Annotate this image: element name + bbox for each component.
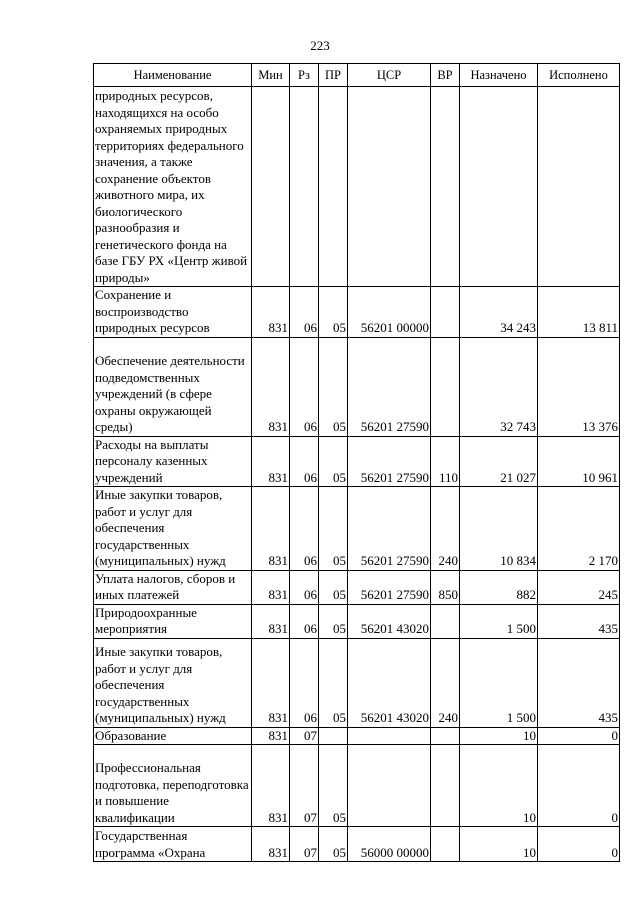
table-row: [94, 638, 620, 727]
row-vr: [431, 604, 460, 638]
row-executed: 10 961: [538, 436, 620, 487]
row-csr: 56201 27590: [348, 436, 431, 487]
row-vr: 240: [431, 487, 460, 571]
row-executed: 13 811: [538, 287, 620, 338]
table-row: [94, 570, 620, 604]
row-csr: [348, 745, 431, 827]
row-executed: 0: [538, 727, 620, 745]
row-executed: 0: [538, 745, 620, 827]
row-csr: 56201 27590: [348, 337, 431, 436]
row-name: Образование: [94, 727, 252, 745]
table-body: [94, 87, 620, 862]
row-rz: 07: [290, 727, 319, 745]
row-assigned: 32 743: [460, 337, 538, 436]
row-name: Иные закупки товаров, работ и услуг для обеспечения государственных (муниципальных) нужд: [94, 487, 252, 571]
row-pr: 05: [319, 604, 348, 638]
row-name: Сохранение и воспроизводство природных ресурсов: [94, 287, 252, 338]
col-header-name: Наименование: [94, 64, 252, 87]
table-row: [94, 487, 620, 571]
row-min: [252, 87, 290, 287]
row-assigned: 21 027: [460, 436, 538, 487]
row-csr: 56201 27590: [348, 487, 431, 571]
row-rz: 07: [290, 827, 319, 862]
table-row: [94, 604, 620, 638]
row-pr: 05: [319, 487, 348, 571]
row-rz: 06: [290, 604, 319, 638]
row-vr: [431, 827, 460, 862]
row-executed: 13 376: [538, 337, 620, 436]
row-min: 831: [252, 287, 290, 338]
row-executed: [538, 87, 620, 287]
table-header-row: [94, 64, 620, 87]
budget-table: [93, 63, 620, 862]
row-assigned: [460, 87, 538, 287]
col-header-executed: Исполнено: [538, 64, 620, 87]
row-pr: 05: [319, 287, 348, 338]
row-min: 831: [252, 727, 290, 745]
col-header-rz: Рз: [290, 64, 319, 87]
row-pr: 05: [319, 337, 348, 436]
row-executed: 435: [538, 604, 620, 638]
row-vr: 850: [431, 570, 460, 604]
row-name: Государственная программа «Охрана: [94, 827, 252, 862]
table-row: [94, 436, 620, 487]
col-header-min: Мин: [252, 64, 290, 87]
row-rz: 06: [290, 287, 319, 338]
col-header-assigned: Назначено: [460, 64, 538, 87]
row-vr: [431, 287, 460, 338]
row-csr: 56201 43020: [348, 604, 431, 638]
row-vr: [431, 87, 460, 287]
row-assigned: 882: [460, 570, 538, 604]
row-min: 831: [252, 638, 290, 727]
row-executed: 2 170: [538, 487, 620, 571]
row-min: 831: [252, 570, 290, 604]
row-pr: 05: [319, 570, 348, 604]
col-header-pr: ПР: [319, 64, 348, 87]
row-csr: [348, 727, 431, 745]
row-assigned: 10: [460, 745, 538, 827]
row-pr: 05: [319, 436, 348, 487]
col-header-csr: ЦСР: [348, 64, 431, 87]
row-vr: [431, 337, 460, 436]
row-vr: [431, 745, 460, 827]
row-rz: 07: [290, 745, 319, 827]
table-row: [94, 87, 620, 287]
row-assigned: 1 500: [460, 638, 538, 727]
row-csr: 56201 00000: [348, 287, 431, 338]
row-name: Профессиональная подготовка, переподготовка и повышение квалификации: [94, 745, 252, 827]
row-executed: 245: [538, 570, 620, 604]
table-row: [94, 287, 620, 338]
row-assigned: 10: [460, 727, 538, 745]
row-name: природных ресурсов, находящихся на особо охраняемых природных территориях федерального значения, а также сохранение объектов животного мира, их биологического разнообразия и генетического фонда на базе ГБУ РХ «Центр живой природы»: [94, 87, 252, 287]
row-name: Природоохранные мероприятия: [94, 604, 252, 638]
row-rz: 06: [290, 638, 319, 727]
row-pr: [319, 87, 348, 287]
row-rz: 06: [290, 337, 319, 436]
row-csr: 56201 27590: [348, 570, 431, 604]
row-assigned: 10: [460, 827, 538, 862]
row-rz: 06: [290, 570, 319, 604]
row-assigned: 10 834: [460, 487, 538, 571]
row-rz: 06: [290, 487, 319, 571]
row-vr: [431, 727, 460, 745]
row-vr: 110: [431, 436, 460, 487]
row-pr: 05: [319, 745, 348, 827]
row-executed: 0: [538, 827, 620, 862]
row-csr: [348, 87, 431, 287]
col-header-vr: ВР: [431, 64, 460, 87]
row-name: Обеспечение деятельности подведомственных учреждений (в сфере охраны окружающей среды): [94, 337, 252, 436]
row-min: 831: [252, 827, 290, 862]
table-row: [94, 727, 620, 745]
row-name: Уплата налогов, сборов и иных платежей: [94, 570, 252, 604]
table-row: [94, 827, 620, 862]
row-csr: 56201 43020: [348, 638, 431, 727]
row-vr: 240: [431, 638, 460, 727]
row-min: 831: [252, 436, 290, 487]
row-csr: 56000 00000: [348, 827, 431, 862]
row-name: Расходы на выплаты персоналу казенных учреждений: [94, 436, 252, 487]
row-min: 831: [252, 745, 290, 827]
row-assigned: 34 243: [460, 287, 538, 338]
table-row: [94, 745, 620, 827]
row-min: 831: [252, 487, 290, 571]
row-min: 831: [252, 337, 290, 436]
page-number: 223: [310, 38, 330, 53]
row-name: Иные закупки товаров, работ и услуг для обеспечения государственных (муниципальных) нужд: [94, 638, 252, 727]
row-rz: 06: [290, 436, 319, 487]
row-pr: [319, 727, 348, 745]
row-pr: 05: [319, 638, 348, 727]
row-rz: [290, 87, 319, 287]
table-row: [94, 337, 620, 436]
row-assigned: 1 500: [460, 604, 538, 638]
row-pr: 05: [319, 827, 348, 862]
row-executed: 435: [538, 638, 620, 727]
row-min: 831: [252, 604, 290, 638]
